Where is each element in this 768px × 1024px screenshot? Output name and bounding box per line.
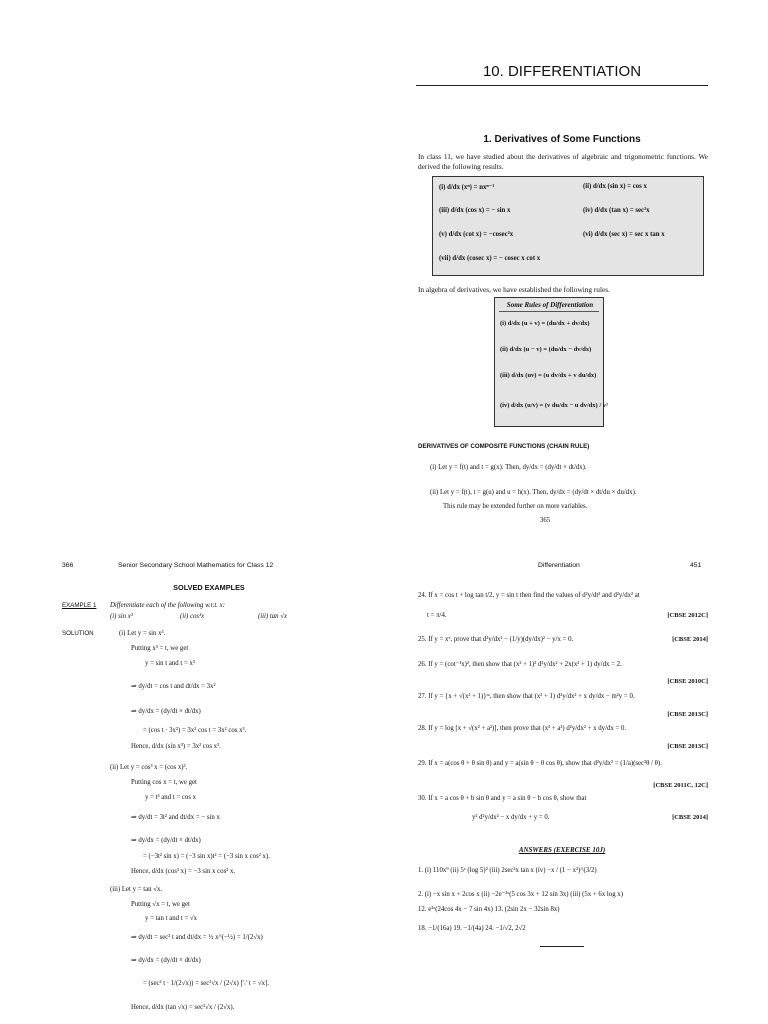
solution-label: SOLUTION [62,630,94,637]
example-part-3: (iii) tan √x [258,613,288,620]
right-page-number: 451 [690,562,702,569]
rule-4: (iv) d/dx (u/v) = (v du/dx − u dv/dx) / v² [500,402,608,409]
example-part-2: (ii) cos³x [180,613,205,620]
derivative-3: (iii) d/dx (cos x) = − sin x [439,207,511,214]
solution-line: = (−3t² sin x) = (−3 sin x)t² = (−3 sin x cos² x). [143,853,270,860]
solution-line: Hence, d/dx (tan √x) = sec²√x / (2√x). [131,1004,235,1011]
rule-1: (i) d/dx (u + v) = (du/dx + dv/dx) [500,320,590,327]
solution-line: (ii) Let y = cos³ x = (cos x)³. [110,764,188,771]
answer-line: 1. (i) 110x⁹ (ii) 5ˣ (log 5)² (iii) 2sec²x tan x (iv) −x / (1 − x²)^(3/2) [418,867,597,874]
example-part-1: (i) sin x³ [110,613,133,620]
answer-line: 12. e³ˣ(24cos 4x − 7 sin 4x) 13. (2sin 2x − 32sin 8x) [418,906,560,913]
solution-line: (iii) Let y = tan √x. [110,886,163,893]
question-line: t = π/4. [427,612,447,619]
question-line: 25. If y = xˣ, prove that d²y/dx² − (1/y)(dy/dx)² − y/x = 0. [418,636,574,643]
solution-line: Hence, d/dx (cos³ x) = −3 sin x cos² x. [131,868,236,875]
solution-line: y = tan t and t = √x [145,915,197,922]
chapter-divider [416,85,708,86]
rule-3: (iii) d/dx (uv) = (u dv/dx + v du/dx) [500,372,597,379]
derivative-1: (i) d/dx (xⁿ) = nxⁿ⁻¹ [439,184,495,191]
end-divider [540,946,584,947]
derivatives-box [432,176,704,276]
question-line: 26. If y = (cot⁻¹x)², then show that (x² + 1)² d²y/dx² + 2x(x² + 1) dy/dx = 2. [418,661,622,668]
question-reference: [CBSE 2011C, 12C] [653,782,708,789]
question-reference: [CBSE 2010C] [667,678,708,685]
question-line: 30. If x = a cos θ + b sin θ and y = a sin θ − b cos θ, show that [418,795,587,802]
derivative-7: (vii) d/dx (cosec x) = − cosec x cot x [439,255,541,262]
question-line: 24. If x = cos t + log tan t/2, y = sin t then find the values of d²y/dt² and d²y/dx² at [418,592,640,599]
derivative-2: (ii) d/dx (sin x) = cos x [583,183,647,190]
solution-line: Putting √x = t, we get [131,901,190,908]
derivative-4: (iv) d/dx (tan x) = sec²x [583,207,650,214]
solution-line: ⇒ dy/dt = sec² t and dt/dx = ½ x^(−½) = 1/(2√x) [131,934,263,941]
chain-rule-note: This rule may be extended further on more variables. [443,503,588,510]
intro-paragraph: In class 11, we have studied about the derivatives of algebraic and trigonometric functions. We derived the following results. [418,152,708,171]
example-label: EXAMPLE 1 [62,602,97,609]
answer-line: 2. (i) −x sin x + 2cos x (ii) −2e⁻²ˣ(5 cos 3x + 12 sin 3x) (iii) (5x + 6x log x) [418,891,623,898]
question-line: y² d²y/dx² − x dy/dx + y = 0. [472,814,550,821]
question-line: 29. If x = a(cos θ + θ sin θ) and y = a(sin θ − θ cos θ), show that d²y/dx² = (1/a)(sec³θ / θ). [418,760,662,767]
answer-line: 18. −1/(16a) 19. −1/(4a) 24. −1/√2, 2√2 [418,925,526,932]
solution-line: Putting cos x = t, we get [131,779,197,786]
solution-line: ⇒ dy/dx = (dy/dt × dt/dx) [131,957,201,964]
right-page-header: Differentiation [538,562,580,569]
question-line: 27. If y = {x + √(x² + 1)}ᵐ, then show that (x² + 1) d²y/dx² + x dy/dx − m²y = 0. [418,693,635,700]
solution-line: ⇒ dy/dx = (dy/dt × dt/dx) [131,837,201,844]
solution-line: ⇒ dy/dt = cos t and dt/dx = 3x² [131,683,216,690]
solution-line: = (sec² t · 1/(2√x)) = sec²√x / (2√x) [∵ t = √x]. [143,980,269,987]
rules-title: Some Rules of Differentiation [506,301,594,309]
left-page-header: Senior Secondary School Mathematics for Class 12 [118,562,274,569]
question-reference: [CBSE 2012C] [667,612,708,619]
chain-rule-1: (i) Let y = f(t) and t = g(x). Then, dy/dx = (dy/dt × dt/dx). [430,464,587,471]
derivative-6: (vi) d/dx (sec x) = sec x tan x [583,231,665,238]
chain-rule-2: (ii) Let y = f(t), t = g(u) and u = h(x). Then, dy/dx = (dy/dt × dt/du × du/dx). [430,489,637,496]
rules-divider [499,311,599,312]
solution-line: Hence, d/dx (sin x³) = 3x² cos x³. [131,743,221,750]
solved-examples-title: SOLVED EXAMPLES [173,583,245,592]
rules-intro: In algebra of derivatives, we have established the following rules. [418,285,610,294]
rules-box [494,297,608,427]
chain-rule-heading: DERIVATIVES OF COMPOSITE FUNCTIONS (CHAIN RULE) [418,443,590,450]
question-line: 28. If y = log [x + √(x² + a²)], then prove that (x² + a²) d²y/dx² + x dy/dx = 0. [418,725,627,732]
solution-line: (i) Let y = sin x³. [119,630,166,637]
rule-2: (ii) d/dx (u − v) = (du/dx − dv/dx) [500,346,592,353]
example-text: Differentiate each of the following w.r.t. x: [110,602,225,609]
question-reference: [CBSE 2014] [672,814,708,821]
answers-title: ANSWERS (EXERCISE 10J) [518,846,606,854]
solution-line: ⇒ dy/dt = 3t² and dt/dx = − sin x [131,814,220,821]
solution-line: y = t³ and t = cos x [145,794,197,801]
section-title: 1. Derivatives of Some Functions [483,134,641,145]
solution-line: y = sin t and t = x³ [145,660,195,667]
question-reference: [CBSE 2014] [672,636,708,643]
left-page-number: 366 [62,562,74,569]
question-reference: [CBSE 2013C] [667,743,708,750]
solution-line: Putting x³ = t, we get [131,645,189,652]
derivative-5: (v) d/dx (cot x) = −cosec²x [439,231,514,238]
solution-line: = (cos t · 3x²) = 3x² cos t = 3x² cos x³. [143,727,247,734]
solution-line: ⇒ dy/dx = (dy/dt × dt/dx) [131,708,201,715]
page-number-top: 365 [540,517,551,524]
question-reference: [CBSE 2013C] [667,711,708,718]
chapter-title: 10. DIFFERENTIATION [482,63,642,80]
